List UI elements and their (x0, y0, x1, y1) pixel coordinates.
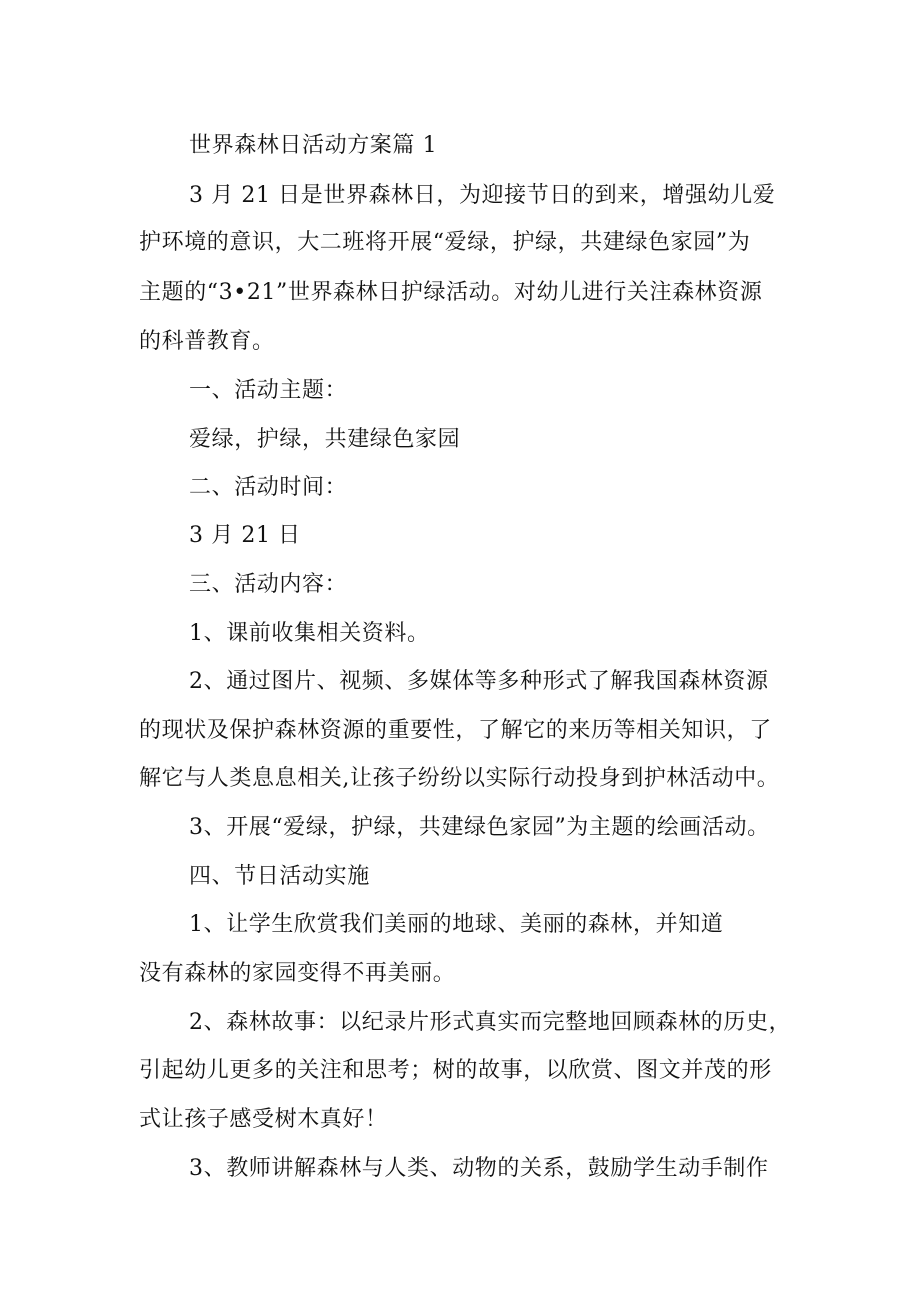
section-1-text: 爱绿，护绿，共建绿色家园 (189, 427, 461, 452)
section-4-item-2-line-3: 式让孩子感受树木真好！ (139, 1107, 388, 1132)
intro-line-4: 的科普教育。 (139, 329, 275, 354)
section-4-item-2-line-1: 2、森林故事：以纪录片形式真实而完整地回顾森林的历史， (189, 1010, 792, 1035)
section-3-heading: 三、活动内容： (189, 572, 348, 597)
intro-line-2: 护环境的意识，大二班将开展“爱绿，护绿，共建绿色家园”为 (139, 230, 751, 255)
section-4-item-1-line-1: 1、让学生欣赏我们美丽的地球、美丽的森林，并知道 (189, 912, 724, 937)
intro-line-1: 3 月 21 日是世界森林日，为迎接节日的到来，增强幼儿爱 (189, 183, 776, 208)
document-title: 世界森林日活动方案篇 1 (189, 133, 438, 158)
section-4-heading: 四、节日活动实施 (189, 864, 370, 889)
section-3-item-1: 1、课前收集相关资料。 (189, 621, 430, 646)
section-2-text: 3 月 21 日 (189, 523, 301, 548)
section-3-item-2-line-2: 的现状及保护森林资源的重要性，了解它的来历等相关知识，了 (139, 718, 772, 743)
section-4-item-1-line-2: 没有森林的家园变得不再美丽。 (139, 961, 456, 986)
section-4-item-3-line-1: 3、教师讲解森林与人类、动物的关系，鼓励学生动手制作 (189, 1156, 769, 1181)
section-1-heading: 一、活动主题： (189, 378, 348, 403)
section-3-item-2-line-3: 解它与人类息息相关,让孩子纷纷以实际行动投身到护林活动中。 (139, 766, 780, 791)
section-2-heading: 二、活动时间： (189, 475, 348, 500)
intro-line-3: 主题的“3•21”世界森林日护绿活动。对幼儿进行关注森林资源 (139, 280, 763, 305)
section-3-item-2-line-1: 2、通过图片、视频、多媒体等多种形式了解我国森林资源 (189, 669, 769, 694)
section-4-item-2-line-2: 引起幼儿更多的关注和思考；树的故事，以欣赏、图文并茂的形 (139, 1058, 772, 1083)
section-3-item-3: 3、开展“爱绿，护绿，共建绿色家园”为主题的绘画活动。 (189, 815, 770, 840)
